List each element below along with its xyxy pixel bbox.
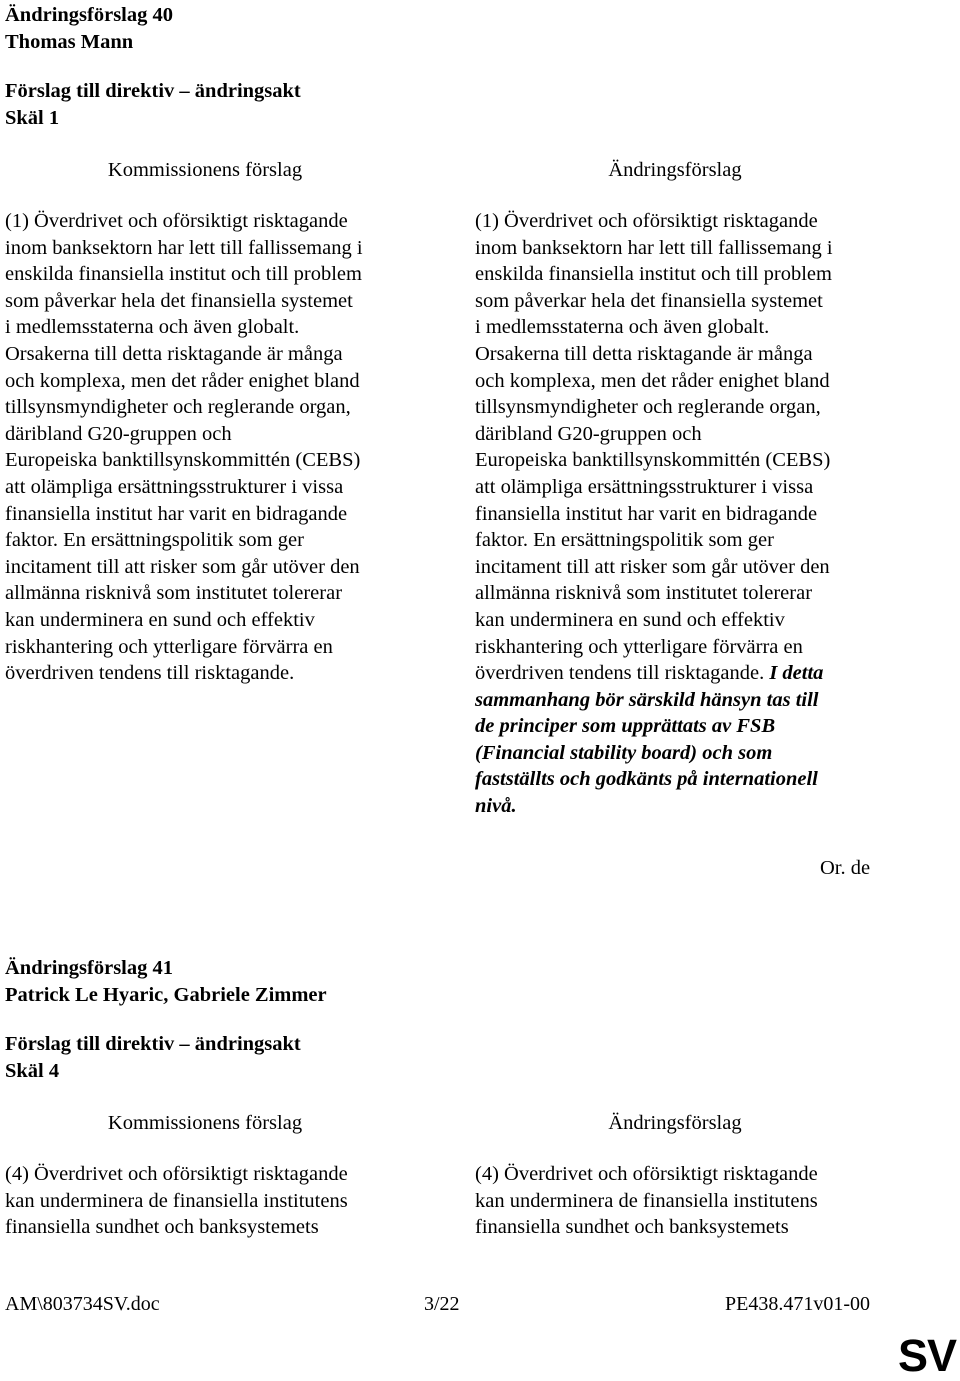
amendment-heading: Ändringsförslag bbox=[608, 1112, 742, 1134]
amendment-text bbox=[475, 208, 905, 820]
amendment-author: Thomas Mann bbox=[5, 31, 134, 53]
amendment-text-added: I detta sammanhang bör särskild hänsyn tas till de principer som upprättats av FSB (Financial stability board) och som fastställts och godkänts på internationell nivå. bbox=[475, 662, 824, 818]
original-language: Or. de bbox=[820, 857, 871, 879]
commission-proposal-heading: Kommissionens förslag bbox=[107, 1112, 303, 1134]
commission-proposal-heading: Kommissionens förslag bbox=[107, 159, 303, 181]
document-reference: AM\803734SV.doc bbox=[5, 1293, 160, 1315]
amendment-text-unchanged: (1) Överdrivet och oförsiktigt risktagande inom banksektorn har lett till fallissemang i enskilda finansiella institut och till problem som påverkar hela det finansiella systemet i medlemsstaterna och även globalt. Orsakerna till detta risktagande är många och komplexa, men det råder enighet bland tillsynsmyndigheter och reglerande organ, däribland G20-gruppen och Europeiska banktillsynskommittén (CEBS) att olämpliga ersättningsstrukturer i vissa finansiella institut har varit en bidragande faktor. En ersättningspolitik som ger incitament till att risker som går utöver den allmänna risknivå som institutet tolererar kan underminera en sund och effektiv riskhantering och ytterligare förvärra en överdriven tendens till risktagande. bbox=[475, 210, 833, 685]
amendment-number: Ändringsförslag 40 bbox=[5, 4, 174, 26]
amendment-number: Ändringsförslag 41 bbox=[5, 957, 174, 979]
amendment-recital-ref: Skäl 4 bbox=[5, 1060, 60, 1082]
amendment-recital-ref: Skäl 1 bbox=[5, 107, 60, 129]
language-code: SV bbox=[897, 1330, 956, 1381]
commission-proposal-text: (4) Överdrivet och oförsiktigt risktagande kan underminera de finansiella institutens finansiella sundhet och banksystemets bbox=[5, 1163, 348, 1239]
amendment-author: Patrick Le Hyaric, Gabriele Zimmer bbox=[5, 984, 327, 1006]
amendment-type: Förslag till direktiv – ändringsakt bbox=[5, 1033, 301, 1055]
page-number: 3/22 bbox=[424, 1293, 460, 1315]
amendment-text: (4) Överdrivet och oförsiktigt risktagande kan underminera de finansiella institutens finansiella sundhet och banksystemets bbox=[475, 1163, 818, 1239]
amendment-type: Förslag till direktiv – ändringsakt bbox=[5, 80, 301, 102]
commission-proposal-text: (1) Överdrivet och oförsiktigt risktagande inom banksektorn har lett till fallissemang i enskilda finansiella institut och till problem som påverkar hela det finansiella systemet i medlemsstaterna och även globalt. Orsakerna till detta risktagande är många och komplexa, men det råder enighet bland tillsynsmyndigheter och reglerande organ, däribland G20-gruppen och Europeiska banktillsynskommittén (CEBS) att olämpliga ersättningsstrukturer i vissa finansiella institut har varit en bidragande faktor. En ersättningspolitik som ger incitament till att risker som går utöver den allmänna risknivå som institutet tolererar kan underminera en sund och effektiv riskhantering och ytterligare förvärra en överdriven tendens till risktagande. bbox=[5, 210, 363, 685]
amendment-heading: Ändringsförslag bbox=[608, 159, 742, 181]
pe-reference: PE438.471v01-00 bbox=[725, 1293, 870, 1315]
